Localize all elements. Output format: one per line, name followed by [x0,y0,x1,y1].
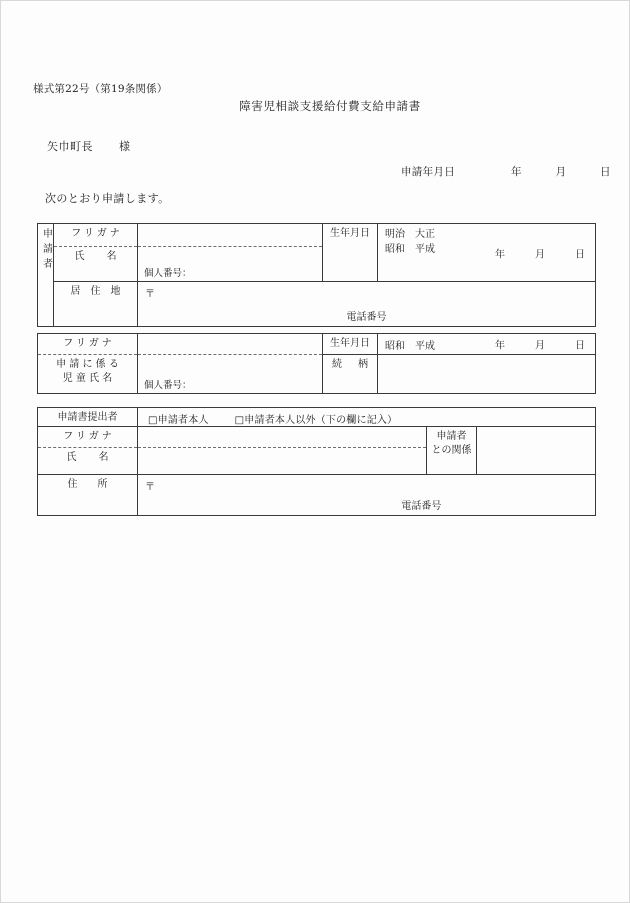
applicant-telephone-label: 電話番号 [346,312,387,323]
child-birth-year-unit: 年 [495,340,505,352]
application-date-label: 申請年月日 [401,166,455,178]
application-month-unit: 月 [555,166,566,178]
applicant-residence-label-cell [54,282,138,327]
applicant-furigana-input[interactable] [138,224,323,247]
child-birthdate-label: 生年月日 [330,338,370,349]
submitter-relation-label-line-2: との関係 [431,445,472,456]
addressee [47,138,131,154]
applicant-residence-label: 居 住 地 [70,286,121,297]
table-row [38,355,596,394]
applicant-my-number-label: 個人番号： [144,268,192,279]
submitter-options[interactable] [138,408,595,426]
child-furigana-label-cell [38,334,138,355]
submitter-name-input[interactable] [138,448,427,475]
child-my-number-label: 個人番号： [144,380,192,391]
submitter-relation-label-cell [427,427,477,475]
table-row [38,427,596,448]
submitter-options-cell[interactable] [138,408,596,427]
submitter-telephone-label: 電話番号 [401,501,442,512]
child-name-label [38,355,137,386]
child-era-line[interactable]: 昭和 平成 [385,341,435,352]
submitter-label: 申請書提出者 [57,412,118,423]
page-title: 障害児相談支援給付費支給申請書 [239,99,421,113]
table-row [38,282,596,327]
child-name-input[interactable] [138,355,323,394]
applicant-birthdate-label-cell [323,224,378,282]
applicant-birth-day-unit: 日 [575,249,585,260]
addressee-name: 矢巾町長 [47,140,93,153]
submitter-label-cell [38,408,138,427]
checkbox-submitter-self[interactable]: □申請者本人 [148,415,209,426]
applicant-furigana-label-cell [54,224,138,247]
checkbox-submitter-other[interactable]: □申請者本人以外（下の欄に記入） [234,415,398,426]
postal-mark-icon-submitter: 〒 [145,482,155,493]
addressee-honorific: 様 [119,140,131,153]
submitter-furigana-label-cell [38,427,138,448]
applicant-name-label-cell [54,247,138,282]
application-date-line [401,164,611,179]
child-birthdate-value-cell[interactable] [378,334,596,355]
submitter-address-label-cell [38,475,138,516]
child-birth-day-unit: 日 [575,340,585,352]
submitter-table [37,407,596,516]
applicant-birth-month-unit: 月 [535,249,545,260]
child-birthdate-ymd [495,337,585,352]
applicant-birthdate-value-cell[interactable] [378,224,596,282]
child-relation-input[interactable] [378,355,596,394]
application-day-unit: 日 [600,166,611,178]
child-name-label-line-2: 児 童 氏 名 [62,373,113,384]
applicant-vertical-label-cell [38,224,54,327]
child-birthdate-label-cell [323,334,378,355]
submitter-address-input[interactable] [138,475,596,516]
applicant-name-input[interactable] [138,247,323,282]
applicant-era-line-2[interactable]: 昭和 平成 [385,243,435,255]
form-number: 様式第22号（第19条関係） [33,83,168,95]
table-row [38,408,596,427]
applicant-residence-input[interactable] [138,282,596,327]
intro-text: 次のとおり申請します。 [45,192,170,205]
submitter-relation-label [427,427,476,458]
table-row [38,224,596,247]
child-birth-month-unit: 月 [535,340,545,352]
applicant-vertical-label: 申請者 [40,228,52,273]
child-furigana-input[interactable] [138,334,323,355]
submitter-relation-input[interactable] [477,427,596,475]
submitter-address-label: 住 所 [67,479,108,490]
applicant-birth-year-unit: 年 [495,249,505,260]
child-name-label-cell [38,355,138,394]
submitter-relation-label-line-1: 申請者 [436,431,467,442]
applicant-birthdate-label: 生年月日 [330,228,370,239]
table-row [38,475,596,516]
child-table [37,333,596,394]
child-relation-label: 続 柄 [332,359,371,370]
child-furigana-label: フリガナ [63,338,115,349]
child-relation-label-cell [323,355,378,394]
application-year-unit: 年 [511,166,522,178]
applicant-furigana-label: フリガナ [71,228,123,239]
applicant-birthdate-ymd [495,245,585,260]
applicant-era-line-1[interactable]: 明治 大正 [385,229,435,240]
submitter-name-label-cell [38,448,138,475]
child-name-label-line-1: 申 請 に 係 る [56,359,119,370]
applicant-name-label: 氏 名 [74,251,123,262]
table-row [38,334,596,355]
submitter-name-label: 氏 名 [66,452,115,463]
postal-mark-icon: 〒 [145,289,155,300]
applicant-table [37,223,596,327]
submitter-furigana-label: フリガナ [63,431,115,442]
submitter-furigana-input[interactable] [138,427,427,448]
